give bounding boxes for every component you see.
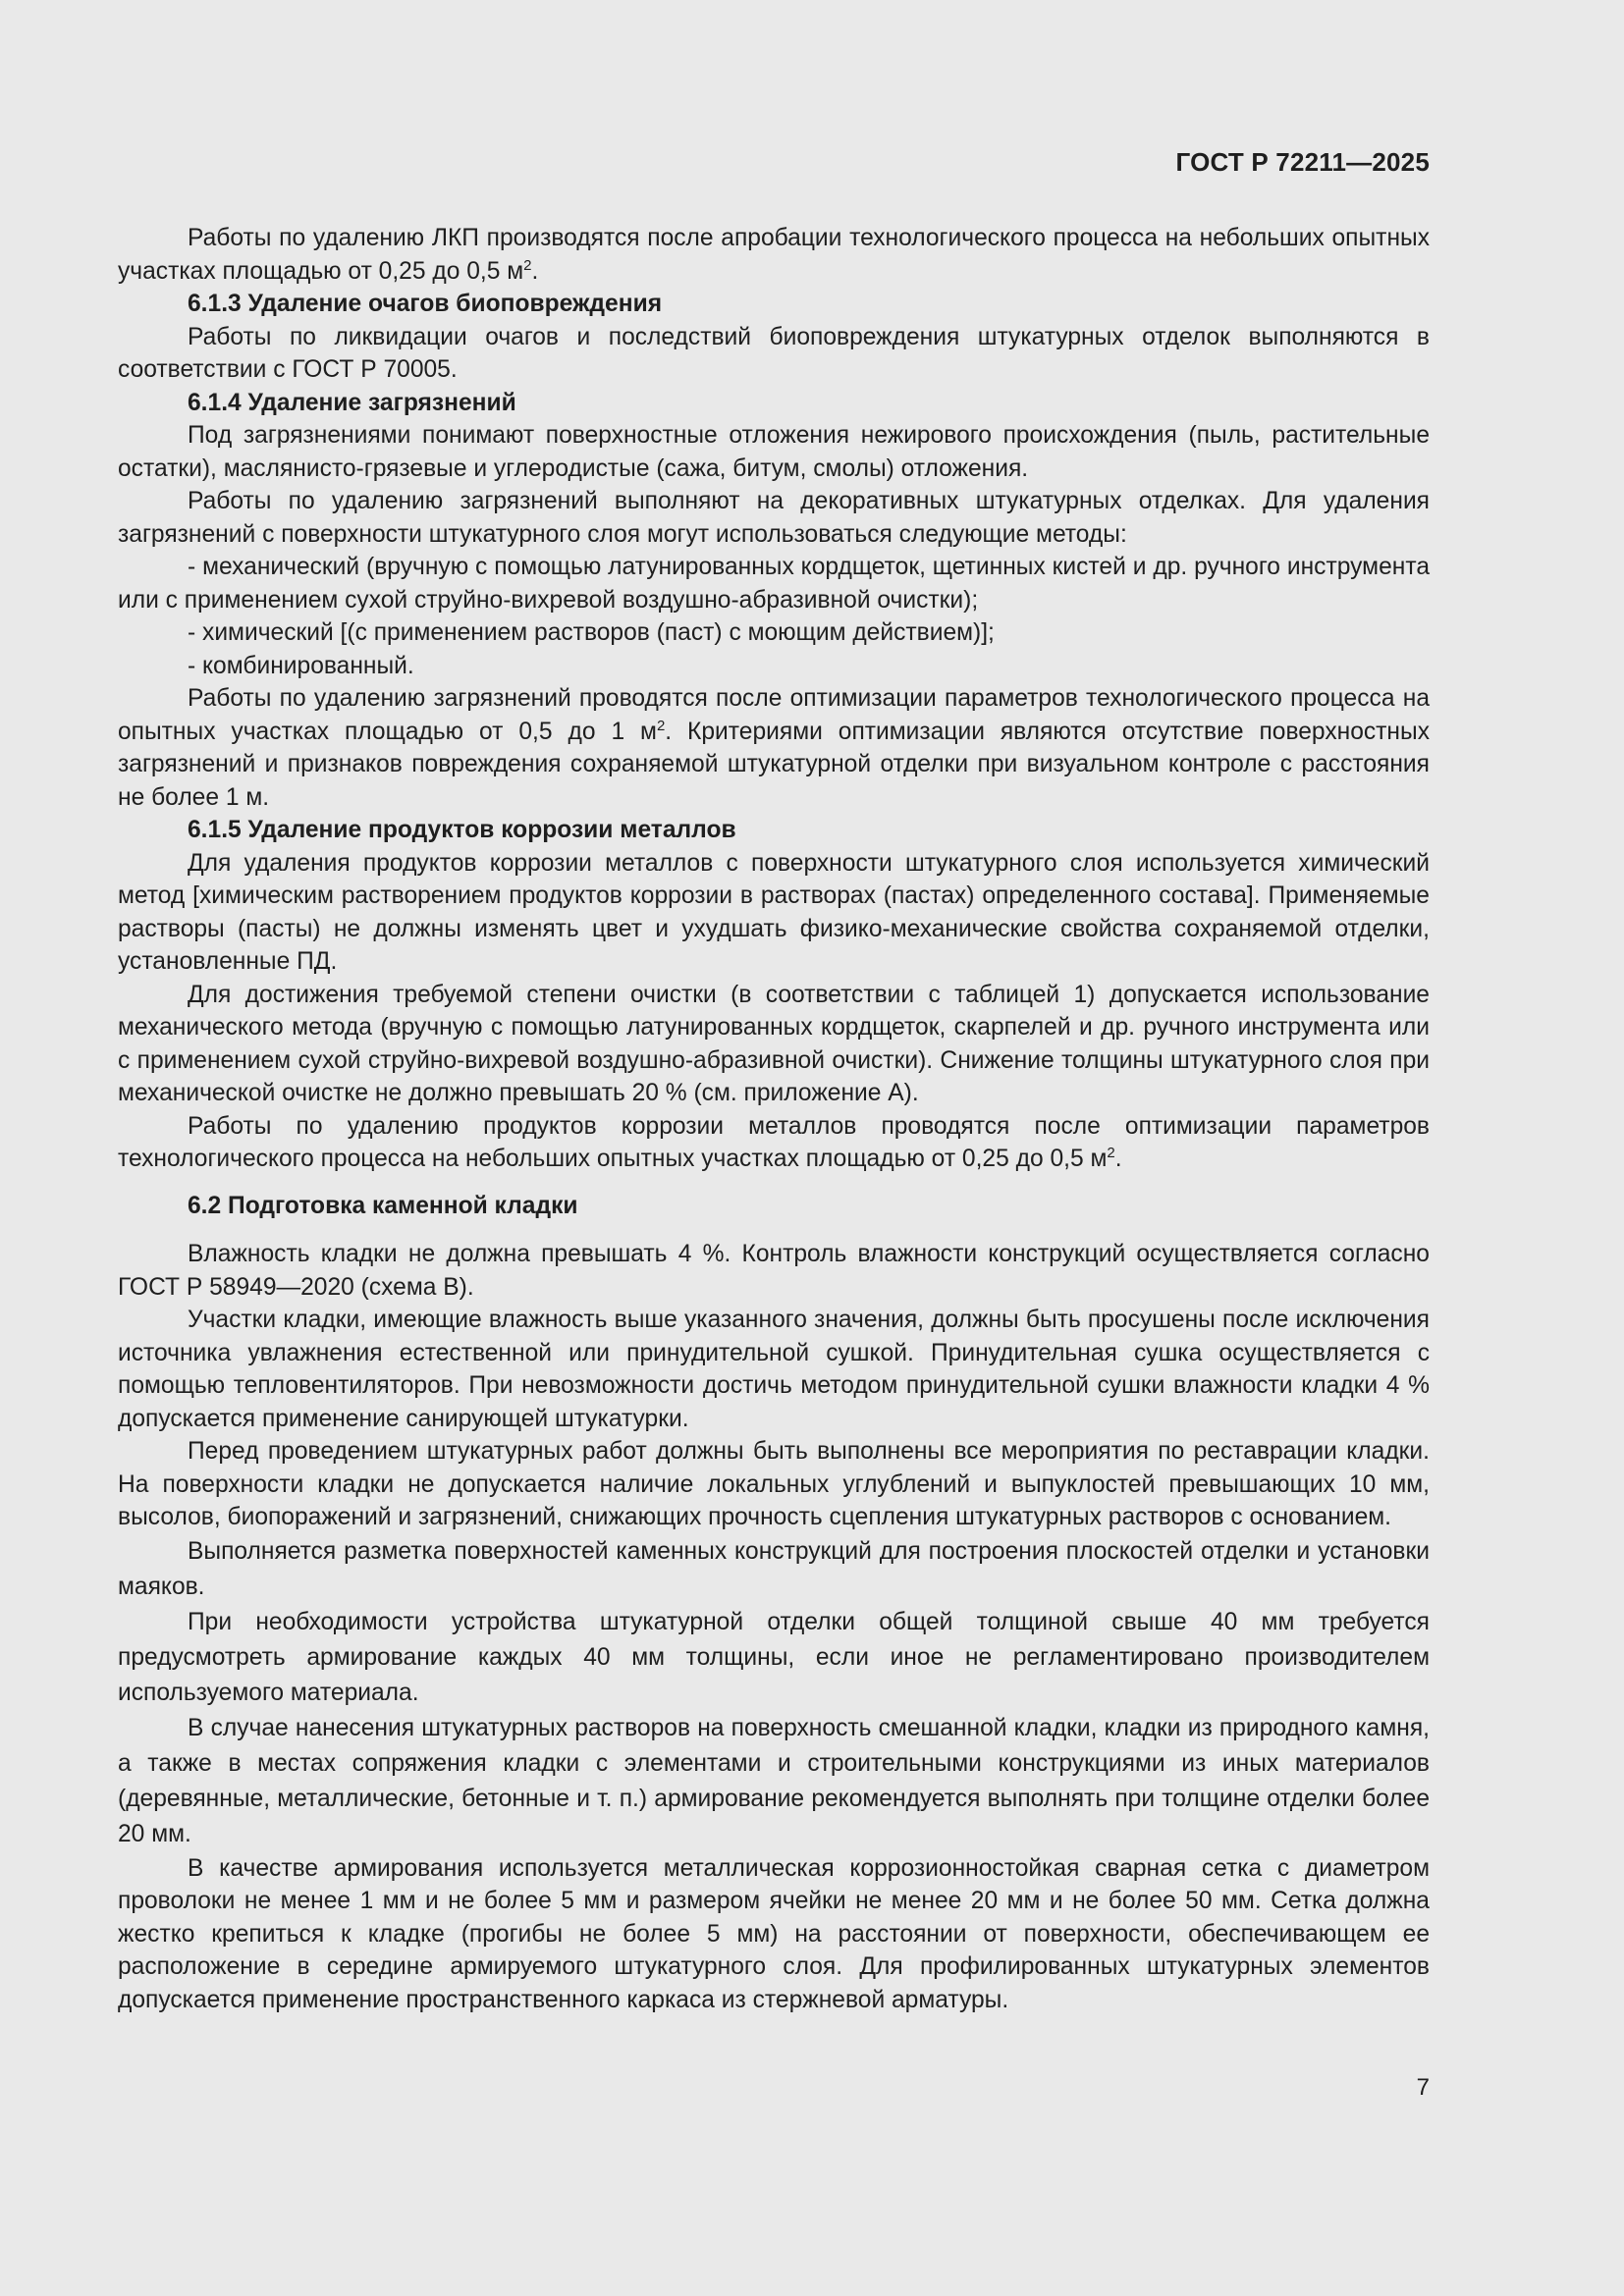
- page-number: 7: [1416, 2074, 1430, 2101]
- paragraph: Выполняется разметка поверхностей каменных конструкций для построения плоскостей отделки и установки маяков.: [118, 1537, 1430, 1600]
- paragraph: Для удаления продуктов коррозии металлов с поверхности штукатурного слоя используется химический метод [химическим растворением продуктов коррозии в растворах (пастах) определенного состава]. Применяемые растворы (пасты) не должны изменять цвет и ухудшать физико-механические свойства сохраняемой отделки, установленные ПД.: [118, 849, 1430, 975]
- paragraph: Работы по удалению загрязнений проводятся после оптимизации параметров технологического процесса на опытных участках площадью от 0,5 до 1 $м^2$. Критериями оптимизации являются отсутствие поверхностных загрязнений и признаков повреждения сохраняемой штукатурной отделки при визуальном контроле с расстояния не более 1 м.: [118, 685, 1430, 811]
- subsection-heading-6-1-3: 6.1.3 Удаление очагов биоповреждения: [188, 291, 663, 317]
- paragraph: Влажность кладки не должна превышать 4 %. Контроль влажности конструкций осуществляется согласно ГОСТ Р 58949—2020 (схема В).: [118, 1241, 1430, 1301]
- paragraph: Для достижения требуемой степени очистки (в соответствии с таблицей 1) допускается использование механического метода (вручную с помощью латунированных кордщеток, скарпелей и др. ручного инструмента или с применением сухой струйно-вихревой воздушно-абразивной очистки). Снижение толщины штукатурного слоя при механической очистке не должно превышать 20 % (см. приложение А).: [118, 981, 1430, 1106]
- section-heading-6-2: 6.2 Подготовка каменной кладки: [188, 1192, 578, 1219]
- document-standard-number: ГОСТ Р 72211—2025: [1175, 147, 1430, 177]
- paragraph: Работы по ликвидации очагов и последствий биоповреждения штукатурных отделок выполняются в соответствии с ГОСТ Р 70005.: [118, 323, 1430, 383]
- list-item: - механический (вручную с помощью латунированных кордщеток, щетинных кистей и др. ручного инструмента или с применением сухой струйно-вихревой воздушно-абразивной очистки);: [118, 554, 1430, 614]
- paragraph: Работы по удалению продуктов коррозии металлов проводятся после оптимизации параметров технологического процесса на небольших опытных участках площадью от 0,25 до 0,5 $м^2$.: [118, 1112, 1430, 1172]
- paragraph: В случае нанесения штукатурных растворов на поверхность смешанной кладки, кладки из природного камня, а также в местах сопряжения кладки с элементами и строительными конструкциями из иных материалов (деревянные, металлические, бетонные и т. п.) армирование рекомендуется выполнять при толщине отделки более 20 мм.: [118, 1714, 1430, 1847]
- subsection-heading-6-1-4: 6.1.4 Удаление загрязнений: [188, 389, 516, 416]
- paragraph: Под загрязнениями понимают поверхностные отложения нежирового происхождения (пыль, растительные остатки), маслянисто-грязевые и углеродистые (сажа, битум, смолы) отложения.: [118, 422, 1430, 482]
- paragraph: Участки кладки, имеющие влажность выше указанного значения, должны быть просушены после исключения источника увлажнения естественной или принудительной сушкой. Принудительная сушка осуществляется с помощью тепловентиляторов. При невозможности достичь методом принудительной сушки влажности кладки 4 % допускается применение санирующей штукатурки.: [118, 1307, 1430, 1432]
- document-body: [118, 222, 1430, 2016]
- paragraph: Работы по удалению загрязнений выполняют на декоративных штукатурных отделках. Для удаления загрязнений с поверхности штукатурного слоя могут использоваться следующие методы:: [118, 488, 1430, 548]
- subsection-heading-6-1-5: 6.1.5 Удаление продуктов коррозии металлов: [188, 817, 736, 843]
- list-item: - химический [(с применением растворов (паст) с моющим действием)];: [188, 619, 995, 646]
- list-item: - комбинированный.: [188, 652, 414, 679]
- paragraph: Перед проведением штукатурных работ должны быть выполнены все мероприятия по реставрации кладки. На поверхности кладки не допускается наличие локальных углублений и выпуклостей превышающих 10 мм, высолов, биопоражений и загрязнений, снижающих прочность сцепления штукатурных растворов с основанием.: [118, 1438, 1430, 1530]
- paragraph: При необходимости устройства штукатурной отделки общей толщиной свыше 40 мм требуется предусмотреть армирование каждых 40 мм толщины, если иное не регламентировано производителем используемого материала.: [118, 1608, 1430, 1706]
- paragraph: В качестве армирования используется металлическая коррозионностойкая сварная сетка с диаметром проволоки не менее 1 мм и не более 5 мм и размером ячейки не менее 20 мм и не более 50 мм. Сетка должна жестко крепиться к кладке (прогибы не более 5 мм) на расстоянии от поверхности, обеспечивающем ее расположение в середине армируемого штукатурного слоя. Для профилированных штукатурных элементов допускается применение пространственного каркаса из стержневой арматуры.: [118, 1854, 1430, 2013]
- paragraph: Работы по удалению ЛКП производятся после апробации технологического процесса на небольших опытных участках площадью от 0,25 до 0,5 $м^2$.: [118, 225, 1430, 285]
